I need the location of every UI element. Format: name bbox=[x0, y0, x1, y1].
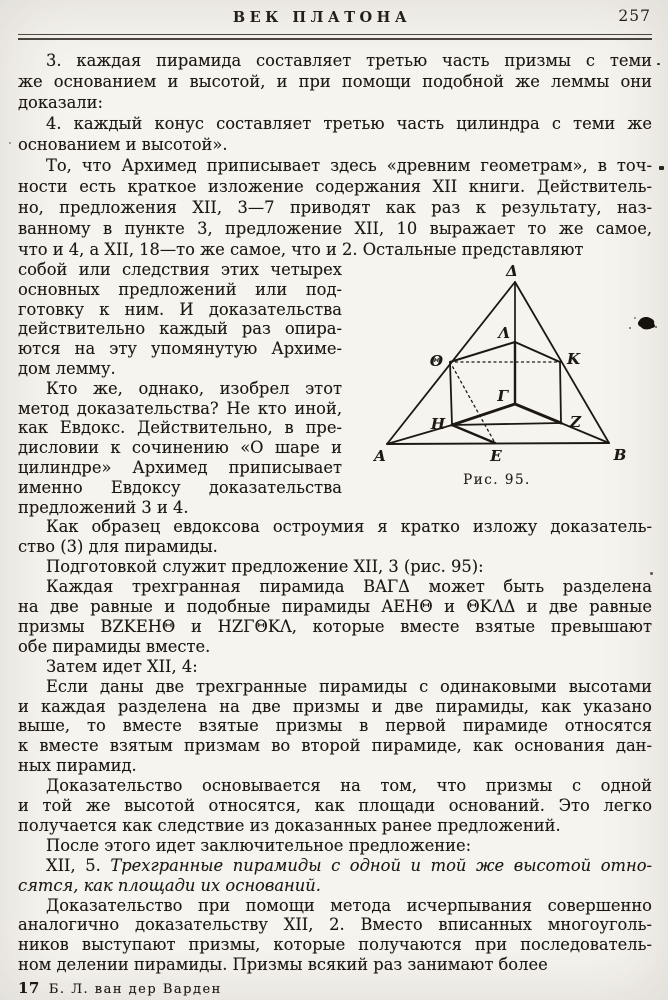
vertex-label-h: H bbox=[430, 415, 445, 433]
text-line: 3. каждая пирамида составляет третью часть призмы с теми bbox=[46, 51, 652, 70]
vertex-label-k: K bbox=[567, 350, 581, 368]
text-line: ство (3) для пирамиды. bbox=[18, 537, 218, 557]
text-line: же основанием и высотой, и при помощи подобной же леммы они bbox=[18, 72, 652, 91]
scan-speck bbox=[650, 572, 653, 575]
text-line: ности есть краткое изложение содержания XII книги. Действитель- bbox=[18, 177, 652, 196]
text-line: Затем идет XII, 4: bbox=[46, 656, 198, 676]
text-line: основных предложений или под- bbox=[18, 279, 342, 299]
page-number: 257 bbox=[618, 7, 651, 25]
vertex-label-theta: Θ bbox=[429, 352, 443, 370]
text-line: ном делении пирамиды. Призмы всякий раз занимают более bbox=[18, 955, 548, 975]
signature-line bbox=[18, 978, 652, 997]
scan-speck bbox=[9, 142, 11, 144]
scan-speck bbox=[659, 166, 664, 170]
text-line: ников выступают призмы, которые получаются при последователь- bbox=[18, 935, 652, 955]
text-line: Подготовкой служит предложение XII, 3 (рис. 95): bbox=[46, 557, 484, 577]
vertex-label-gamma: Γ bbox=[497, 387, 508, 405]
text-line: Доказательство при помощи метода исчерпывания совершенно bbox=[46, 895, 652, 915]
scan-speck bbox=[629, 327, 631, 329]
text-line: ванному в пункте 3, предложение XII, 10 выражает то же самое, bbox=[18, 219, 652, 238]
text-line: аналогично доказательству XII, 2. Вместо вписанных многоуголь- bbox=[18, 915, 652, 935]
vertex-label-e: E bbox=[490, 447, 502, 465]
text-line: призмы BZKEHΘ и HZΓΘΚΛ, которые вместе взятые превышают bbox=[18, 616, 652, 636]
figure-caption: Рис. 95. bbox=[463, 472, 531, 488]
text-line: как Евдокс. Действительно, в пре- bbox=[18, 418, 342, 438]
text-line: Доказательство основывается на том, что призмы с одной bbox=[46, 776, 652, 796]
text-line: Кто же, однако, изобрел этот bbox=[46, 378, 342, 398]
page-title: ВЕК ПЛАТОНА bbox=[232, 9, 412, 26]
vertex-label-z: Z bbox=[570, 413, 581, 431]
body-text bbox=[18, 50, 652, 997]
text-line: Если даны две трехгранные пирамиды с одинаковыми высотами bbox=[46, 676, 652, 696]
text-line: доказали: bbox=[18, 93, 103, 112]
text-line: действительно каждый раз опира- bbox=[18, 319, 342, 339]
text-line: но, предложения XII, 3—7 приводят как раз к результату, наз- bbox=[18, 198, 652, 217]
text-line: предложений 3 и 4. bbox=[18, 497, 189, 517]
text-line: сятся, как площади их оснований. bbox=[18, 875, 321, 895]
vertex-label-delta: Δ bbox=[506, 262, 518, 280]
text-line: дисловии к сочинению «О шаре и bbox=[18, 438, 342, 458]
vertex-label-lambda: Λ bbox=[498, 324, 510, 342]
text-line: и каждая разделена на две призмы и две пирамиды, как указано bbox=[18, 696, 652, 716]
author-signature: Б. Л. ван дер Варден bbox=[48, 982, 222, 998]
text-line: 4. каждый конус составляет третью часть цилиндра с теми же bbox=[46, 114, 652, 133]
pyramid-diagram bbox=[342, 260, 652, 465]
text-line: После этого идет заключительное предложение: bbox=[46, 835, 472, 855]
vertex-label-a: A bbox=[374, 447, 386, 465]
text-line: обе пирамиды вместе. bbox=[18, 636, 211, 656]
figure-95 bbox=[342, 260, 652, 488]
text-line: получается как следствие из доказанных ранее предложений. bbox=[18, 815, 561, 835]
text-line: цилиндре» Архимед приписывает bbox=[18, 457, 342, 477]
text-line: именно Евдоксу доказательства bbox=[18, 477, 342, 497]
text-line: собой или следствия этих четырех bbox=[18, 260, 342, 279]
header-rule bbox=[18, 34, 652, 40]
scan-speck bbox=[657, 63, 660, 65]
text-line: к вместе взятым призмам во второй пирамиде, как основания дан- bbox=[18, 736, 652, 756]
text-zone-top bbox=[18, 50, 652, 260]
text-line: готовку к ним. И доказательства bbox=[18, 299, 342, 319]
text-line: выше, то вместе взятые призмы в первой пирамиде относятся bbox=[18, 716, 652, 736]
text-line: на две равные и подобные пирамиды AEHΘ и ΘΚΛΔ и две равные bbox=[18, 596, 652, 616]
text-line: Каждая трехгранная пирамида BAΓΔ может быть разделена bbox=[46, 577, 652, 597]
text-line: метод доказательства? Не кто иной, bbox=[18, 398, 342, 418]
text-line: ются на эту упомянутую Архиме- bbox=[18, 339, 342, 359]
text-line: и той же высотой относятся, как площади оснований. Это легко bbox=[18, 796, 652, 816]
text-zone-bottom bbox=[18, 517, 652, 975]
ink-blot bbox=[633, 311, 659, 335]
sheet-signature-number: 17 bbox=[18, 979, 40, 998]
text-line: дом лемму. bbox=[18, 358, 116, 378]
vertex-label-b: B bbox=[613, 446, 627, 464]
text-line: Как образец евдоксова остроумия я кратко изложу доказатель- bbox=[46, 517, 652, 537]
running-head bbox=[18, 0, 652, 29]
text-line: То, что Архимед приписывает здесь «древним геометрам», в точ- bbox=[46, 156, 652, 175]
text-line: ных пирамид. bbox=[18, 756, 137, 776]
text-line: XII, 5. Трехгранные пирамиды с одной и той же высотой отно- bbox=[46, 855, 652, 875]
text-line: основанием и высотой». bbox=[18, 135, 228, 154]
text-line: что и 4, а XII, 18—то же самое, что и 2. Остальные представляют bbox=[18, 240, 584, 259]
